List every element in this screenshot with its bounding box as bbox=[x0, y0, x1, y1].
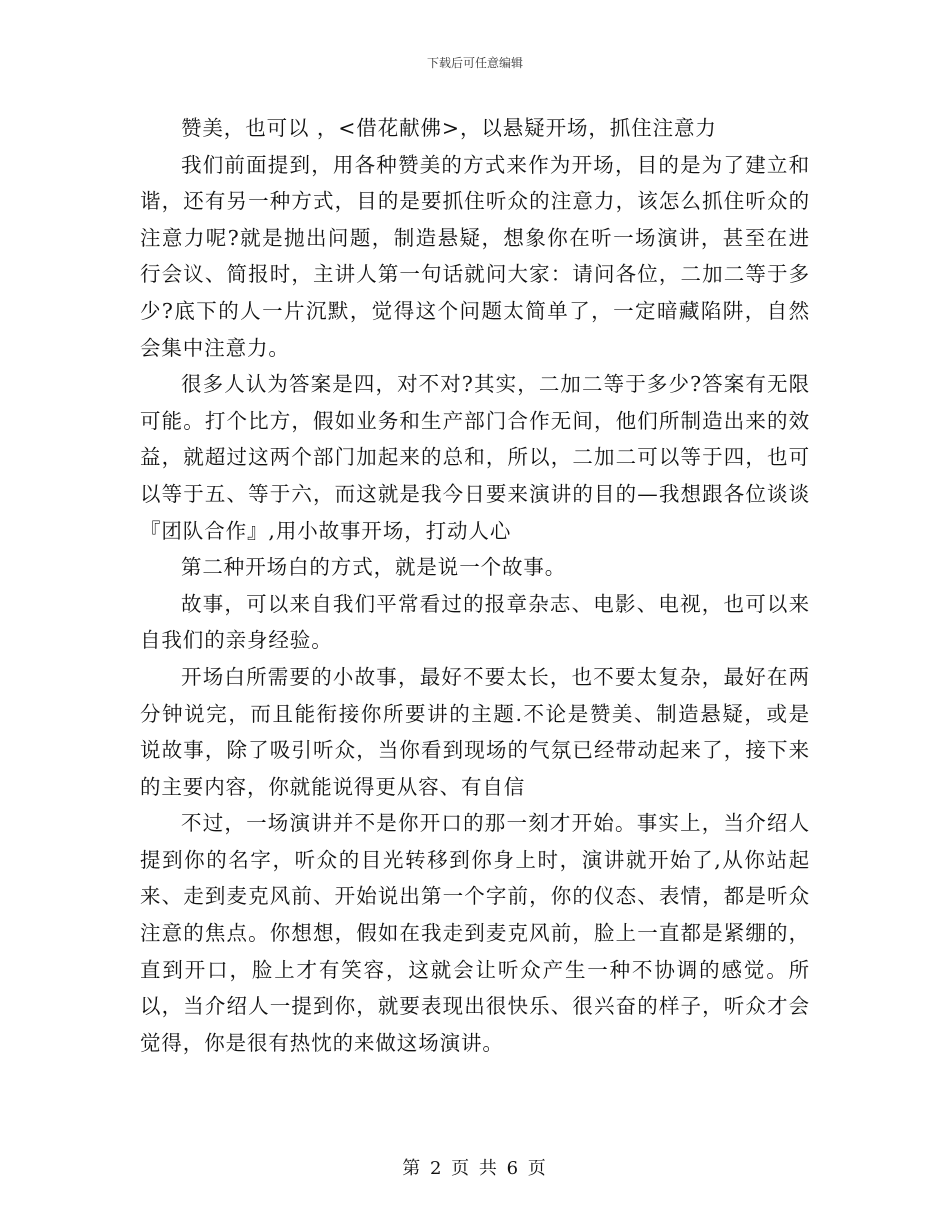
paragraph-story-sources: 故事，可以来自我们平常看过的报章杂志、电影、电视，也可以来自我们的亲身经验。 bbox=[140, 591, 810, 653]
page-header: 下载后可任意编辑 bbox=[426, 56, 523, 70]
paragraph-story-method: 第二种开场白的方式，就是说一个故事。 bbox=[181, 555, 567, 580]
paragraph-answer-example: 很多人认为答案是四，对不对?其实，二加二等于多少?答案有无限可能。打个比方，假如业务和生产部门合作无间，他们所制造出来的效益，就超过这两个部门加起来的总和，所以，二加二可以等于四，也可以等于五、等于六，而这就是我今日要来演讲的目的—我想跟各位谈谈『团队合作』,用小故事开场，打动人心 bbox=[140, 372, 810, 543]
paragraph-presence: 不过，一场演讲并不是你开口的那一刻才开始。事实上，当介绍人提到你的名字，听众的目光转移到你身上时，演讲就开始了,从你站起来、走到麦克风前、开始说出第一个字前，你的仪态、表情，都是听众注意的焦点。你想想，假如在我走到麦克风前，脸上一直都是紧绷的，直到开口，脸上才有笑容，这就会让听众产生一种不协调的感觉。所以，当介绍人一提到你，就要表现出很快乐、很兴奋的样子，听众才会觉得，你是很有热忱的来做这场演讲。 bbox=[140, 811, 810, 1055]
page-number-footer: 第 2 页 共 6 页 bbox=[402, 1158, 548, 1179]
paragraph-suspense-body: 我们前面提到，用各种赞美的方式来作为开场，目的是为了建立和谐，还有另一种方式，目的是要抓住听众的注意力，该怎么抓住听众的注意力呢?就是抛出问题，制造悬疑，想象你在听一场演讲，甚至在进行会议、简报时，主讲人第一句话就问大家：请问各位，二加二等于多少?底下的人一片沉默，觉得这个问题太简单了，一定暗藏陷阱，自然会集中注意力。 bbox=[140, 152, 810, 360]
paragraph-story-length: 开场白所需要的小故事，最好不要太长，也不要太复杂，最好在两分钟说完，而且能衔接你所要讲的主题.不论是赞美、制造悬疑，或是说故事，除了吸引听众，当你看到现场的气氛已经带动起来了，接下来的主要内容，你就能说得更从容、有自信 bbox=[140, 664, 810, 799]
document-body bbox=[140, 110, 810, 1061]
paragraph-suspense-heading: 赞美，也可以 ，<借花献佛>，以悬疑开场，抓住注意力 bbox=[181, 116, 717, 140]
